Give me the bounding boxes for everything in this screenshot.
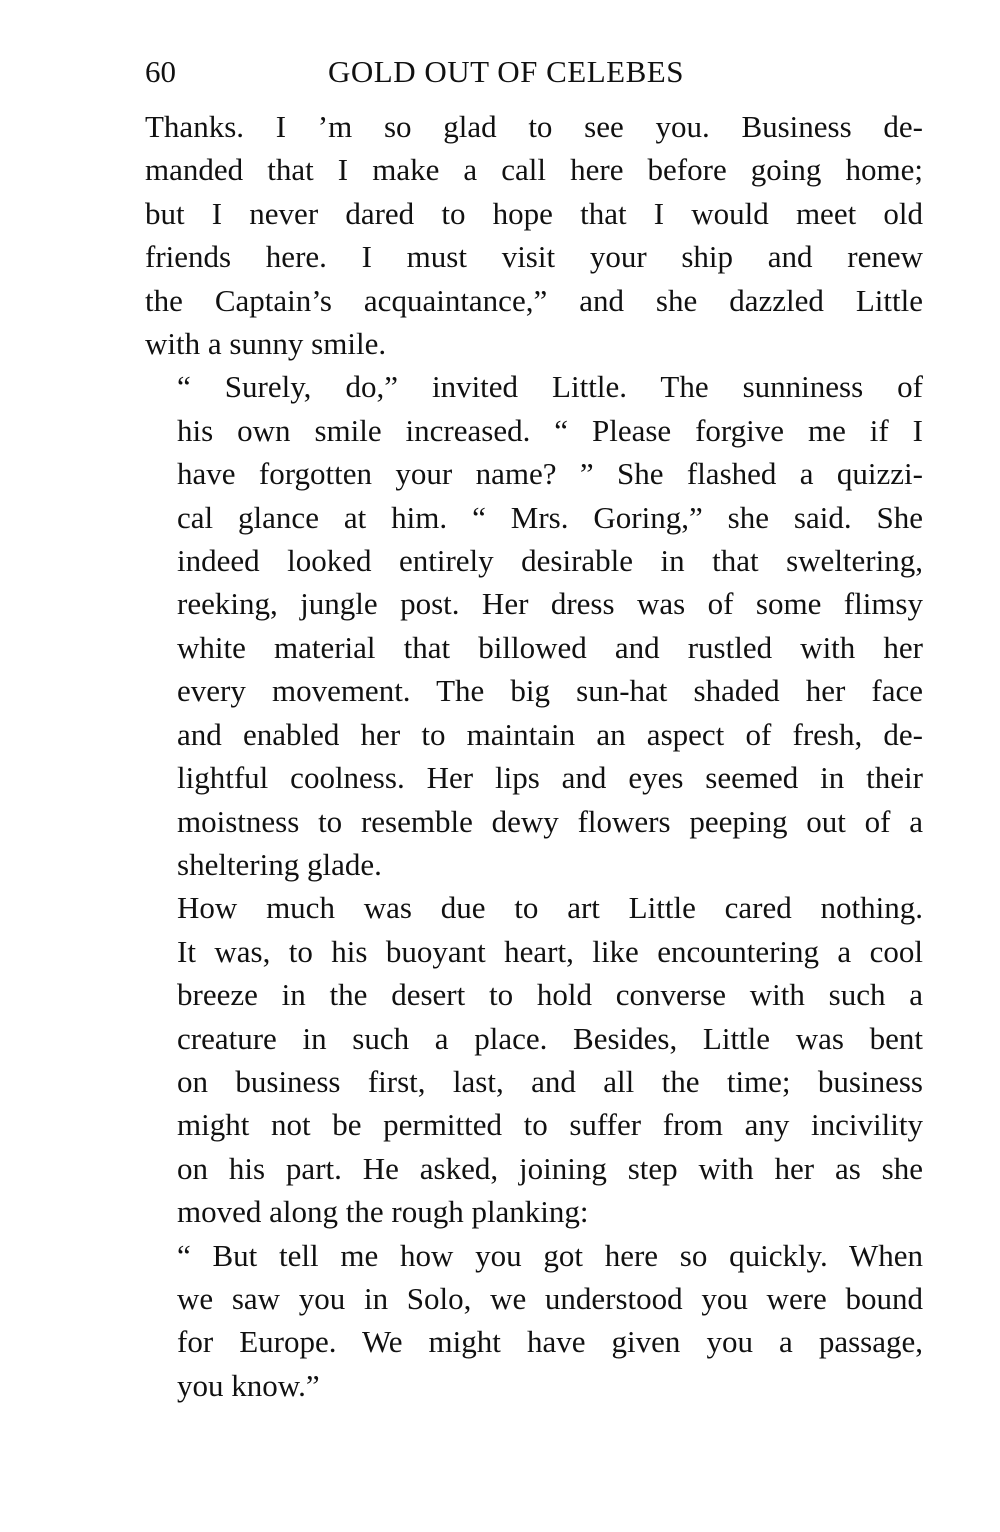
text-line: “ But tell me how you got here so quickly. When xyxy=(177,1237,923,1273)
text-line: friends here. I must visit your ship and renew xyxy=(145,239,923,275)
text-line: How much was due to art Little cared nothing. xyxy=(177,890,923,926)
paragraph xyxy=(145,1234,923,1408)
text-line: his own smile increased. “ Please forgive me if I xyxy=(177,412,923,448)
body-text xyxy=(145,105,923,1407)
text-line: reeking, jungle post. Her dress was of some flimsy xyxy=(177,586,923,622)
text-line: breeze in the desert to hold converse with such a xyxy=(177,977,923,1013)
text-line: have forgotten your name? ” She flashed a quizzi- xyxy=(177,456,923,492)
text-line: but I never dared to hope that I would meet old xyxy=(145,195,923,231)
text-line: on his part. He asked, joining step with her as she xyxy=(177,1150,923,1186)
text-line: “ Surely, do,” invited Little. The sunniness of xyxy=(177,369,923,405)
page-number: 60 xyxy=(145,54,176,89)
running-head xyxy=(145,44,923,100)
paragraph xyxy=(145,105,923,365)
text-line: manded that I make a call here before going home; xyxy=(145,152,923,188)
text-line: indeed looked entirely desirable in that sweltering, xyxy=(177,543,923,579)
paragraph xyxy=(145,886,923,1233)
text-line: cal glance at him. “ Mrs. Goring,” she said. She xyxy=(177,499,923,535)
text-line: the Captain’s acquaintance,” and she dazzled Little xyxy=(145,282,923,318)
text-line: you know.” xyxy=(177,1367,320,1403)
text-line: every movement. The big sun-hat shaded her face xyxy=(177,673,923,709)
text-line: creature in such a place. Besides, Little was bent xyxy=(177,1020,923,1056)
text-line: and enabled her to maintain an aspect of fresh, de- xyxy=(177,716,923,752)
text-line: lightful coolness. Her lips and eyes seemed in their xyxy=(177,760,923,796)
text-line: for Europe. We might have given you a passage, xyxy=(177,1324,923,1360)
text-line: on business first, last, and all the time; business xyxy=(177,1063,923,1099)
text-line: sheltering glade. xyxy=(177,846,382,882)
book-page xyxy=(145,44,923,1407)
text-line: moved along the rough planking: xyxy=(177,1194,589,1230)
text-line: with a sunny smile. xyxy=(145,326,387,362)
paragraph xyxy=(145,365,923,886)
text-line: might not be permitted to suffer from any incivility xyxy=(177,1107,923,1143)
text-line: white material that billowed and rustled with her xyxy=(177,629,923,665)
text-line: moistness to resemble dewy flowers peeping out of a xyxy=(177,803,923,839)
text-line: It was, to his buoyant heart, like encountering a cool xyxy=(177,933,923,969)
text-line: we saw you in Solo, we understood you were bound xyxy=(177,1280,923,1316)
text-line: Thanks. I ’m so glad to see you. Business de- xyxy=(145,109,923,144)
running-title: GOLD OUT OF CELEBES xyxy=(328,54,684,89)
